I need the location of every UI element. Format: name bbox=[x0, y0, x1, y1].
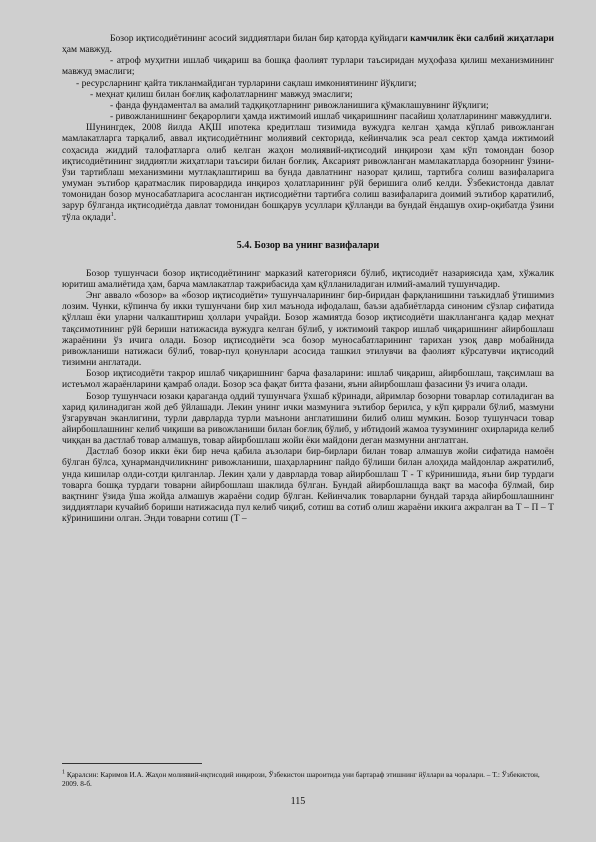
section-heading: 5.4. Бозор ва унинг вазифалари bbox=[236, 239, 380, 251]
footnote-reference[interactable]: 1 bbox=[110, 211, 114, 218]
paragraph-text: Бозор иқтисодиётининг асосий зиддиятлари билан бир қаторда қуйидаги bbox=[110, 33, 411, 44]
footnote-divider bbox=[62, 763, 202, 764]
footnote bbox=[62, 770, 554, 788]
paragraph: Бозор тушунчаси бозор иқтисодиётининг марказий категорияси бўлиб, иқтисодиёт назариясида ҳам, хўжалик юритиш амалиётида ҳам, барча мамлакатлар тажрибасида ҳам қўлланиладиган илмий-амалий тушунчадир. bbox=[62, 267, 554, 290]
paragraph-text: . bbox=[113, 211, 117, 223]
list-item: - атроф муҳитни ишлаб чиқариш ва бошқа фаолият турлари таъсиридан муҳофаза қилиш механизмининг мавжуд эмаслиги; bbox=[62, 55, 554, 78]
page-body bbox=[62, 33, 554, 524]
paragraph: Бозор тушунчаси юзаки қараганда оддий тушунчага ўхшаб кўринади, айримлар бозорни товарлар сотиладиган ва харид қилинадиган жой деб ўйлашади. Лекин унинг ички мазмунига эътибор берилса, у кўп қиррали бўлиб, мазмуни ўзгарувчан эканлигини, турли даврларда турли маънони англатишини билиб олиш мумкин. Бозор тушунчаси товар айирбошлашнинг келиб чиқиши ва ривожланиши билан боғлиқ бўлиб, у ибтидоий жамоа тузумининг охирларида келиб чиққан ва дастлаб товар алмашув, товар айирбошлаш жойи ёки майдони деган мазмунни англатган. bbox=[62, 390, 554, 447]
footnote-text: Қаралсин: Каримов И.А. Жаҳон молиявий-иқтисодий инқирози, Ўзбекистон шароитида уни бартараф этишнинг йўллари ва чоралари. – Т.: Ўзбекистон, 2009. 8-б. bbox=[62, 770, 540, 788]
paragraph-text: Шунингдек, 2008 йилда АҚШ ипотека кредитлаш тизимида вужудга келган ҳамда кўплаб ривожланган мамлакатларга тарқалиб, аввал иқтисодиётнинг молиявий секторида, кейинчалик эса реал сектор ҳамда ижтимоий соҳасида жиддий талофатларга олиб келган жаҳон молиявий-иқтисодий инқирози ҳам кўп томондан бозор иқтисодиётининг зиддиятли жиҳатлари таъсири билан боғлиқ. Аксарият ривожланган мамлакатларда бозорнинг ўзини-ўзи тартиблаш механизмини мутлақлаштириш ва бунда давлатнинг назорат қилиш, тартибга солиш вазифаларига умуман эътибор қаратмаслик пировардида инқироз ҳолатларининг рўй беришига олиб келди. Ўзбекистонда давлат томонидан бозор муносабатларига асосланган иқтисодиётни тартибга солиш вазифаларига доимий эътибор қаратилиб, зарур бўлганда иқтисодиётда давлат томонидан бошқарув усуллари қўлланди ва бундай ёндашув охир-оқибатда ўзини тўла оқлади bbox=[62, 122, 554, 223]
paragraph: Дастлаб бозор икки ёки бир неча қабила аъзолари бир-бирлари билан товар алмашув жойи сифатида намоён бўлган бўлса, ҳунармандчиликнинг ривожланиши, шаҳарларнинг пайдо бўлиши билан алоҳида майдонлар ажратилиб, унда кишилар олди-сотди қилганлар. Лекин ҳали у даврларда товар айирбошлаш Т - Т кўринишида, яъни бир турдаги товарга бошқа турдаги товарни айирбошлаш шаклида бўлган. Бундай айирбошлашда вақт ва масофа бўлмай, бир вақтнинг ўзида ўша жойда алмашув жараёни содир бўлган. Кейинчалик товарларни бундай тарзда айирбошлашнинг зиддиятлари кучайиб бориши натижасида пул келиб чиқиб, сотиш ва сотиб олиш жараёни иккига ажралган ва Т – П – Т кўринишини олган. Энди товарни сотиш (Т – bbox=[62, 446, 554, 525]
paragraph: Бозор иқтисодиёти такрор ишлаб чиқаришнинг барча фазаларини: ишлаб чиқариш, айирбошлаш, тақсимлаш ва истеъмол жараёнларини қамраб олади. Бозор эса фақат битта фазани, яъни айирбошлаш фазасини ўз ичига олади. bbox=[62, 368, 554, 391]
page-number: 115 bbox=[290, 796, 306, 807]
footnote-marker: 1 bbox=[62, 769, 65, 776]
list-item: - ресурсларнинг қайта тикланмайдиган турларини сақлаш имкониятининг йўқлиги; bbox=[76, 77, 417, 89]
paragraph: Энг аввало «бозор» ва «бозор иқтисодиёти» тушунчаларининг бир-биридан фарқланишини таъкидлаб ўтишимиз лозим. Чунки, кўпинча бу икки тушунчани бир хил маънода ифодалаш, баъзи адабиётларда синоним сўзлар сифатида қўллаш ёки уларни чалкаштириш ҳоллари учрайди. Бозор жамиятда бозор иқтисодиёти шаклланганга қадар меҳнат тақсимотининг рўй бериши натижасида вужудга келган бўлиб, у ижтимоий такрор ишлаб чиқаришнинг айирбошлаш жараёнини ўз ичига олади. Бозор иқтисодиёти эса бозор муносабатларининг тарихан узоқ давр мобайнида ривожланиши натижаси бўлиб, товар-пул қонунлари асосида ташкил этилувчи ва фаолият кўрсатувчи иқтисодий тизимни англатади. bbox=[62, 290, 554, 369]
intro-paragraph bbox=[62, 33, 554, 55]
list-item: - ривожланишнинг беқарорлиги ҳамда ижтимоий ишлаб чиқаришнинг пасайиш ҳолатларининг мавжудлиги. bbox=[110, 111, 552, 123]
bold-phrase: камчилик ёки салбий жиҳатлари bbox=[410, 33, 555, 44]
list-item: - меҳнат қилиш билан боғлиқ кафолатларнинг мавжуд эмаслиги; bbox=[90, 88, 353, 100]
paragraph-text: ҳам мавжуд. bbox=[62, 44, 112, 56]
list-item: - фанда фундаментал ва амалий тадқиқотларнинг ривожланишига қўмаклашувнинг йўқлиги; bbox=[110, 99, 489, 111]
paragraph bbox=[62, 122, 554, 222]
